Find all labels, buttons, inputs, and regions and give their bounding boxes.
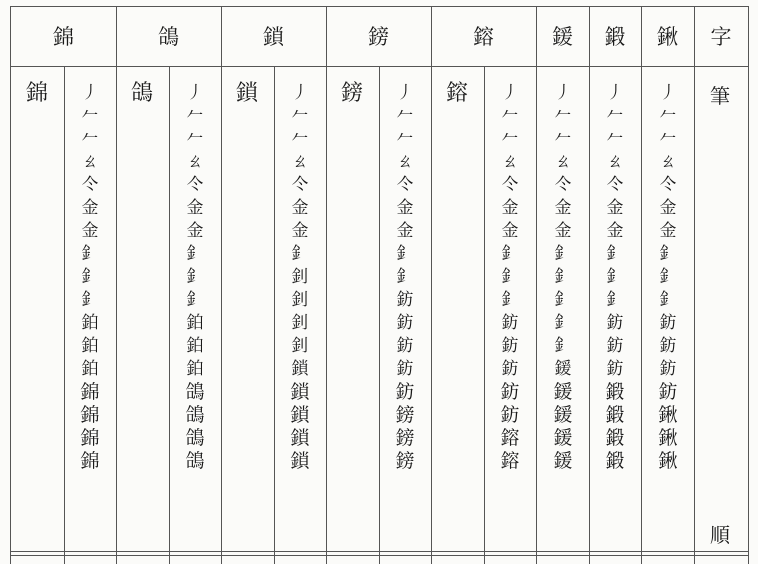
stroke-step: 釒	[554, 336, 572, 356]
header-cell: 鎖	[263, 25, 284, 49]
stroke-step: 金	[291, 198, 309, 218]
big-character: 鎊	[341, 81, 364, 106]
stroke-step: 仒	[291, 175, 309, 195]
stroke-step: 金	[291, 221, 309, 241]
stroke-step: 鍬	[658, 404, 678, 426]
stroke-step: 釒	[501, 244, 519, 264]
stroke-step: ㄠ	[81, 152, 99, 172]
stroke-sequence	[589, 82, 641, 473]
stroke-step: 𠂉	[554, 106, 572, 126]
stroke-step: 𠂉	[186, 129, 204, 149]
stroke-step: ㄠ	[554, 152, 572, 172]
stroke-step: 錦	[80, 450, 100, 472]
big-character: 鴿	[131, 81, 154, 106]
stroke-step: 鴿	[185, 381, 205, 403]
stroke-step: 鎔	[500, 427, 520, 449]
stroke-step: 釒	[186, 290, 204, 310]
stroke-step: 鉑	[186, 359, 204, 379]
stroke-step: 鉑	[186, 336, 204, 356]
stroke-sequence	[379, 82, 431, 473]
stroke-step: 仒	[186, 175, 204, 195]
stroke-step: 釒	[606, 267, 624, 287]
stroke-step: 鈁	[606, 313, 624, 333]
column-divider	[431, 6, 432, 564]
side-label-order: 順	[710, 523, 730, 547]
stroke-step: 鴿	[185, 427, 205, 449]
header-cell: 鍬	[657, 25, 678, 49]
stroke-step: 釒	[81, 267, 99, 287]
stroke-step: 鎊	[395, 427, 415, 449]
stroke-step: 鈁	[396, 359, 414, 379]
stroke-step: 鎖	[290, 427, 310, 449]
stroke-step: 金	[186, 198, 204, 218]
stroke-step: ㄠ	[659, 152, 677, 172]
column-divider	[694, 6, 695, 564]
header-cell: 鍛	[604, 25, 626, 49]
stroke-step: 金	[501, 221, 519, 241]
stroke-step: 丿	[554, 83, 572, 103]
stroke-step: 鎖	[290, 381, 310, 403]
stroke-step: 𠂉	[291, 106, 309, 126]
stroke-step: 金	[81, 198, 99, 218]
stroke-step: 釗	[291, 313, 309, 333]
stroke-step: 釗	[291, 267, 309, 287]
stroke-step: 鎔	[500, 450, 520, 472]
stroke-step: 鍬	[658, 450, 678, 472]
stroke-step: 鍰	[553, 404, 573, 426]
stroke-step: 錦	[80, 404, 100, 426]
stroke-step: 釒	[554, 244, 572, 264]
side-label-stroke: 筆	[710, 84, 730, 108]
stroke-step: 金	[81, 221, 99, 241]
stroke-step: 鈁	[659, 336, 677, 356]
stroke-step: 𠂉	[291, 129, 309, 149]
stroke-sequence	[642, 82, 694, 473]
big-character: 鎔	[446, 81, 469, 106]
stroke-step: 𠂉	[81, 106, 99, 126]
stroke-step: 鈁	[395, 381, 415, 403]
stroke-step: 𠂉	[554, 129, 572, 149]
stroke-sequence	[484, 82, 536, 473]
stroke-step: 鎊	[395, 404, 415, 426]
stroke-step: ㄠ	[396, 152, 414, 172]
stroke-step: 仒	[501, 175, 519, 195]
stroke-step: 釒	[554, 290, 572, 310]
header-cell: 鍰	[552, 25, 573, 49]
stroke-step: 金	[396, 198, 414, 218]
stroke-step: 鎖	[290, 404, 310, 426]
stroke-step: 釒	[396, 267, 414, 287]
stroke-step: 鍰	[553, 381, 573, 403]
stroke-step: 鈁	[658, 381, 678, 403]
stroke-step: 鉑	[81, 359, 99, 379]
stroke-step: 釒	[186, 267, 204, 287]
stroke-step: 金	[659, 198, 677, 218]
stroke-step: 仒	[396, 175, 414, 195]
stroke-step: 釒	[291, 244, 309, 264]
stroke-step: 𠂉	[396, 129, 414, 149]
stroke-step: 仒	[606, 175, 624, 195]
column-divider	[221, 6, 222, 564]
stroke-step: 金	[659, 221, 677, 241]
stroke-step: 鴿	[185, 404, 205, 426]
stroke-step: 𠂉	[606, 106, 624, 126]
stroke-step: 丿	[186, 83, 204, 103]
header-cell: 錦	[53, 25, 74, 49]
stroke-step: 金	[186, 221, 204, 241]
stroke-step: 𠂉	[659, 129, 677, 149]
stroke-step: 𠂉	[659, 106, 677, 126]
stroke-step: 鍛	[605, 450, 625, 472]
stroke-step: 鈁	[606, 336, 624, 356]
stroke-step: 鈁	[501, 313, 519, 333]
stroke-step: ㄠ	[606, 152, 624, 172]
stroke-step: 鍰	[554, 359, 572, 379]
stroke-step: 釒	[606, 244, 624, 264]
stroke-step: 鈁	[659, 359, 677, 379]
stroke-order-table	[10, 6, 749, 564]
header-cell: 鎔	[473, 25, 494, 49]
stroke-step: 鎖	[290, 450, 310, 472]
stroke-step: 鈁	[396, 290, 414, 310]
stroke-step: 丿	[396, 83, 414, 103]
stroke-step: 金	[396, 221, 414, 241]
stroke-step: 鈁	[396, 336, 414, 356]
stroke-step: 丿	[81, 83, 99, 103]
stroke-step: 丿	[501, 83, 519, 103]
stroke-step: 𠂉	[396, 106, 414, 126]
stroke-sequence	[64, 82, 116, 473]
stroke-step: 鈁	[500, 381, 520, 403]
stroke-step: 釒	[81, 290, 99, 310]
stroke-step: 𠂉	[81, 129, 99, 149]
header-cell: 鎊	[368, 25, 389, 49]
stroke-step: ㄠ	[501, 152, 519, 172]
big-character: 錦	[26, 81, 49, 106]
stroke-step: 丿	[659, 83, 677, 103]
stroke-step: 釗	[291, 336, 309, 356]
stroke-sequence	[274, 82, 326, 473]
stroke-sequence	[537, 82, 589, 473]
stroke-step: 錦	[80, 381, 100, 403]
stroke-step: 𠂉	[501, 106, 519, 126]
header-label-character: 字	[710, 25, 732, 49]
header-cell: 鴿	[158, 25, 179, 49]
stroke-step: 釒	[81, 244, 99, 264]
stroke-step: 鉑	[81, 313, 99, 333]
stroke-sequence	[169, 82, 221, 473]
stroke-step: 鍛	[605, 381, 625, 403]
stroke-step: 𠂉	[186, 106, 204, 126]
stroke-step: 鉑	[186, 313, 204, 333]
stroke-step: 鴿	[185, 450, 205, 472]
stroke-step: 鈁	[500, 404, 520, 426]
stroke-step: 釒	[554, 267, 572, 287]
stroke-step: 鎖	[291, 359, 309, 379]
stroke-step: 仒	[659, 175, 677, 195]
stroke-step: 釒	[186, 244, 204, 264]
stroke-step: 釗	[291, 290, 309, 310]
stroke-step: 鈁	[501, 359, 519, 379]
stroke-step: 丿	[606, 83, 624, 103]
stroke-step: 金	[554, 198, 572, 218]
stroke-step: 仒	[554, 175, 572, 195]
stroke-step: 釒	[606, 290, 624, 310]
stroke-step: ㄠ	[291, 152, 309, 172]
stroke-step: 釒	[554, 313, 572, 333]
stroke-step: 鍰	[553, 427, 573, 449]
stroke-step: 𠂉	[501, 129, 519, 149]
stroke-step: 鈁	[501, 336, 519, 356]
stroke-step: 鈁	[606, 359, 624, 379]
stroke-step: 鍬	[658, 427, 678, 449]
stroke-step: 𠂉	[606, 129, 624, 149]
stroke-step: 鍰	[553, 450, 573, 472]
stroke-step: 鍛	[605, 427, 625, 449]
stroke-step: 鉑	[81, 336, 99, 356]
stroke-step: ㄠ	[186, 152, 204, 172]
big-character: 鎖	[236, 81, 259, 106]
stroke-step: 鈁	[396, 313, 414, 333]
stroke-step: 釒	[501, 290, 519, 310]
stroke-step: 丿	[291, 83, 309, 103]
stroke-step: 釒	[501, 267, 519, 287]
stroke-step: 釒	[659, 290, 677, 310]
stroke-step: 仒	[81, 175, 99, 195]
column-divider	[326, 6, 327, 564]
column-divider	[116, 6, 117, 564]
stroke-step: 鍛	[605, 404, 625, 426]
stroke-step: 金	[606, 221, 624, 241]
stroke-step: 釒	[396, 244, 414, 264]
stroke-step: 鈁	[659, 313, 677, 333]
stroke-step: 金	[554, 221, 572, 241]
stroke-step: 釒	[659, 267, 677, 287]
stroke-step: 釒	[659, 244, 677, 264]
stroke-step: 金	[501, 198, 519, 218]
stroke-step: 金	[606, 198, 624, 218]
stroke-step: 鎊	[395, 450, 415, 472]
stroke-step: 錦	[80, 427, 100, 449]
